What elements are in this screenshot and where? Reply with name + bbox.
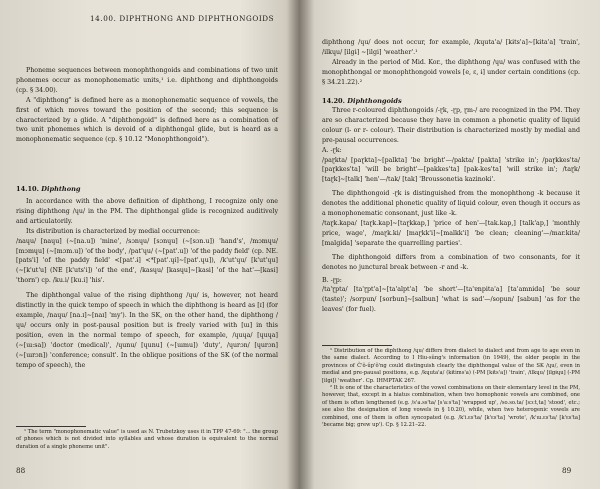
footnote-rule <box>322 345 392 346</box>
continuation-block <box>322 38 580 88</box>
footnote: ² It is one of the characteristics of the vowel combinations on their elementary level in the PM, however, that, except in a hiatus combination, when two homophonic vowels are combined, one of them is often lengthened (e.g. /s'a.ss'ta/ [s'a:s'ta] 'wrapped up', /so.so.ta/ [sɔ:t,ta] 'stood', etc.; see also the designation of long vowels in § 10.20), while, when two heterogenic vowels are combined, one of them is often syncopated (e.g. /k'i.ɛs'ta/ [k'ɛs'ta] 'wrote', /k'ɯ.ɛs'ta/ [k'ɛs'ta] 'became big; grew up'). Cp. § 12.21–22. <box>322 385 580 429</box>
subsection-label: A. -ɽk: <box>322 146 342 154</box>
body-paragraph: The diphthongoid differs from a combination of two consonants, for it denotes no junctural break between -r and -k. <box>322 253 580 271</box>
book-gutter <box>286 0 314 489</box>
section-title: Diphthongoids <box>347 97 402 105</box>
section-title: Diphthong <box>41 185 81 193</box>
intro-block <box>16 66 278 145</box>
example-paragraph: /paɽkta/ [paɽkta]∼[palkta] 'be bright'—/pakta/ [pakta] 'strike in'; /paɽkkes'ta/ [paɽkkes'ta] 'will be bright'—[pakkes'ta] [pak-kes'ta] 'will strike in'; /taɽk/ [taɽk]∼[talk] 'hen'—/tak/ [tak] 'Broussonetia kazinoki'. <box>322 156 580 184</box>
example-paragraph: /naɥu/ [naɥu] (∼[na.u]) 'mine', /sɔnɥu/ [sɔnɥu] (∼[sɔn.u]) 'hand's', /mɔmɥu/ [mɔmɥu] (∼[mɔm.u]) 'of the body', /pat'ɥu/ (∼[pat'.u]) 'of the paddy field' (cp. NE. [pats'i] 'of the paddy field' <[pat'.ɨ] <*[pat'.ɥi]∼[pat'.ɥu]), /k'ut'ɥu/ [k'ut'ɥu] (∼[k'ut'u] (NE [k'uts'i]) 'of the end', /kasɥu/ [kasɥu]∼[kasi] 'of the hat'—[kasi] 'thorn') cp. /ku.i/ [ku.i] 'his'. <box>16 237 278 285</box>
section-number: 14.20. <box>322 97 345 105</box>
section-diphthongoids <box>322 96 580 315</box>
page-number: 88 <box>16 466 26 475</box>
section-heading <box>322 96 580 106</box>
body-paragraph: The diphthongoid -ɽk is distinguished from the monophthong -k because it denotes the additional phonetic quality of liquid colour, even though it occurs as a monophonematic consonant, just like -k. <box>322 190 580 218</box>
section-diphthong <box>16 184 278 370</box>
footnote-block <box>322 348 580 429</box>
example-paragraph: /taɽk.kapa/ [taɽk.kap]∼[taɽkkap,] 'price of hen'—[tak.kap,] [talk'ap,] 'monthly price, wage', /maɽk.ki/ [maɽkk'i]∼[malkk'i] 'be clean; cleaning'—/mar.kita/ [malgida] 'separate the quarrelling parties'. <box>322 219 580 247</box>
intro-paragraph: Phoneme sequences between monophthongoids and combinations of two unit phonemes occur as monophonematic units,¹ i.e. diphthong and diphthongoids (cp. § 34.00). <box>16 67 278 94</box>
section-number: 14.10. <box>16 185 39 193</box>
footnote-rule <box>16 426 86 427</box>
body-paragraph: Already in the period of Mid. Kor., the diphthong /ɥu/ was confused with the monophthongal or monophthongoid vowels [e, ɛ, ɨ] under certain conditions (cp. § 34.21.22).² <box>322 58 580 86</box>
body-paragraph: Its distribution is characterized by medial occurrence: <box>26 227 200 235</box>
subsection-label: B. -ɽp: <box>322 276 342 284</box>
right-page <box>300 0 600 489</box>
section-heading <box>16 184 278 194</box>
page-number: 89 <box>562 466 572 475</box>
footnote: ¹ Distribution of the diphthong /ɥu/ differs from dialect to dialect and from age to age even in the same dialect. According to I Hiu-sŭng's information (in 1949), the older people in the provinces of Č'ŏ-ŭp'ŏ'ng could distinguish clearly the diphthongal value of the SK /ɥu/, even in medial and pre-pausal positions, e.g. /kɥuta'a/ (kɨtims'a) (-PM [kɨts'a]) 'train', /ilkɥu/ [ilgɨɥu] (-PM [ilgɨ]) 'weather'. Cp. IHMPTAK 267. <box>322 348 580 384</box>
intro-paragraph: A "diphthong" is defined here as a monophonematic sequence of vowels, the first of which moves toward the position of the second; this sequence is characterized by a glide. A "diphthongoid" is defined here as a combination of two unit phonemes which is devoid of a diphthongal glide, but is heard as a monophonematic sequence (cp. § 10.12 "Monophthongoid"). <box>16 96 278 144</box>
body-paragraph: diphthong /ɥu/ does not occur, for example, /kɥuta'a/ [kɨts'a]∼[kɨta'a] 'train', /ilkɥu/ [ilgɨ] ∼[ilgi] 'weather'.¹ <box>322 39 580 56</box>
footnote: ¹ The term "monophonematic value" is used as N. Trubetzkoy uses it in TPP 47-69: "... the group of phones which is not divided into syllables and whose duration is equivalent to the normal duration of a single phoneme unit". <box>16 429 278 450</box>
body-paragraph: Three r-coloured diphthongoids /-ɽk, -ɽp, ɽm-/ are recognized in the PM. They are so characterized because they have in common a phonetic quality of liquid colour (l- or r- colour). Their distribution is characterized mostly by medial and pre-pausal occurrences. <box>322 107 580 144</box>
footnote-block <box>16 429 278 451</box>
body-paragraph: In accordance with the above definition of diphthong, I recognize only one rising diphthong /ɥu/ in the PM. The diphthongal glide is recognized auditively and articulatorily. <box>16 198 278 225</box>
example-paragraph: /ta'ɽpta/ [ta'ɽpt'a]∼[ta'alpt'a] 'be short'—[ta'ɐnpita'a] [ta'amnida] 'be sour (taste)'; /sorpun/ [sorbun]∼[salbun] 'what is sad'—/sopun/ [sabun] 'as for the leaves' (for fuel). <box>322 286 580 314</box>
body-paragraph: The diphthongal value of the rising diphthong /ɥu/ is, however, not heard distinctly in the quick tempo of speech in which the diphthong is heard as [ɪ] (for example, /naɥu/ [na.ɪ]∼[naɪ] 'my'). In the SK, on the other hand, the diphthong /ɥu/ occurs only in post-pausal position but is freely varied with [ɯ] in this position, even in the normal tempo of speech, for example, /ɥuɥa/ [ɥuɥa] (∼[ɯ:sa]) 'doctor (medical)', /ɥunu/ [ɥunu] (∼[ɯmu]) 'duty', /ɥurɔn/ [ɥurɔn] (∼[ɯrɔn]) 'conference; consult'. In the oblique positions of the SK (of the normal tempo of speech), the <box>16 292 278 369</box>
running-head: 14.00. DIPHTHONG AND DIPHTHONGOIDS <box>90 14 275 23</box>
